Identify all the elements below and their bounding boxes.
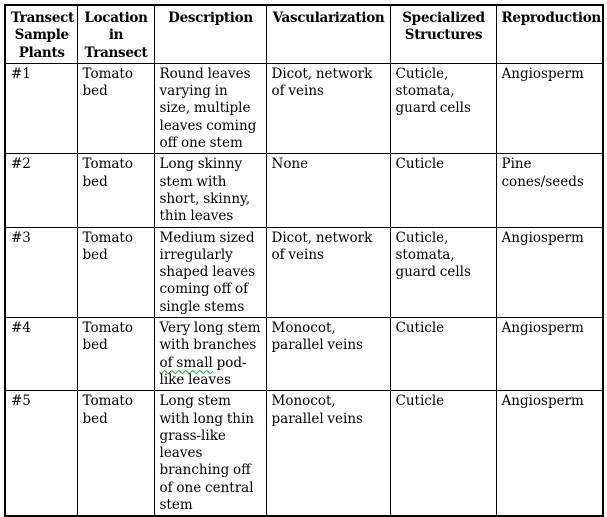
cell-vascularization: Dicot, network of veins xyxy=(266,63,390,153)
table-row-5 xyxy=(5,391,603,517)
cell-description: Long skinny stem with short, skinny, thin leaves xyxy=(154,154,266,227)
cell-vascularization: Monocot, parallel veins xyxy=(266,318,390,391)
cell-specialized-structures: Cuticle, stomata, guard cells xyxy=(390,227,496,317)
cell-specialized-structures: Cuticle xyxy=(390,318,496,391)
cell-reproduction: Angiosperm xyxy=(496,63,603,153)
cell-vascularization: Monocot, parallel veins xyxy=(266,391,390,517)
cell-specialized-structures: Cuticle xyxy=(390,391,496,517)
header-vascularization: Vascularization xyxy=(266,5,390,63)
header-location-in-transect: Location in Transect xyxy=(77,5,154,63)
table-row-1 xyxy=(5,63,603,153)
cell-sample-id: #3 xyxy=(5,227,77,317)
cell-description: Round leaves varying in size, multiple leaves coming off one stem xyxy=(154,63,266,153)
header-transect-sample-plants: Transect Sample Plants xyxy=(5,5,77,63)
cell-reproduction: Pine cones/seeds xyxy=(496,154,603,227)
table-row-3 xyxy=(5,227,603,317)
cell-location: Tomato bed xyxy=(77,318,154,391)
header-specialized-structures: Specialized Structures xyxy=(390,5,496,63)
table-row-2 xyxy=(5,154,603,227)
cell-location: Tomato bed xyxy=(77,391,154,517)
header-row xyxy=(5,5,603,63)
cell-description: Long stem with long thin grass-like leaves branching off of one central stem xyxy=(154,391,266,517)
cell-specialized-structures: Cuticle, stomata, guard cells xyxy=(390,63,496,153)
cell-sample-id: #2 xyxy=(5,154,77,227)
cell-sample-id: #1 xyxy=(5,63,77,153)
header-reproduction: Reproduction xyxy=(496,5,603,63)
table-row-4 xyxy=(5,318,603,391)
cell-specialized-structures: Cuticle xyxy=(390,154,496,227)
cell-location: Tomato bed xyxy=(77,154,154,227)
cell-reproduction: Angiosperm xyxy=(496,227,603,317)
cell-description: Medium sized irregularly shaped leaves coming off of single stems xyxy=(154,227,266,317)
cell-vascularization: Dicot, network of veins xyxy=(266,227,390,317)
cell-description xyxy=(154,318,266,391)
description-text-before: Very long stem with branches xyxy=(159,320,261,354)
cell-location: Tomato bed xyxy=(77,63,154,153)
cell-vascularization: None xyxy=(266,154,390,227)
cell-location: Tomato bed xyxy=(77,227,154,317)
plant-transect-table xyxy=(4,4,604,517)
cell-reproduction: Angiosperm xyxy=(496,318,603,391)
grammar-flagged-text: of small xyxy=(159,354,213,371)
header-description: Description xyxy=(154,5,266,63)
cell-reproduction: Angiosperm xyxy=(496,391,603,517)
cell-sample-id: #5 xyxy=(5,391,77,517)
description-text-after: pod-like leaves xyxy=(159,354,247,388)
cell-sample-id: #4 xyxy=(5,318,77,391)
